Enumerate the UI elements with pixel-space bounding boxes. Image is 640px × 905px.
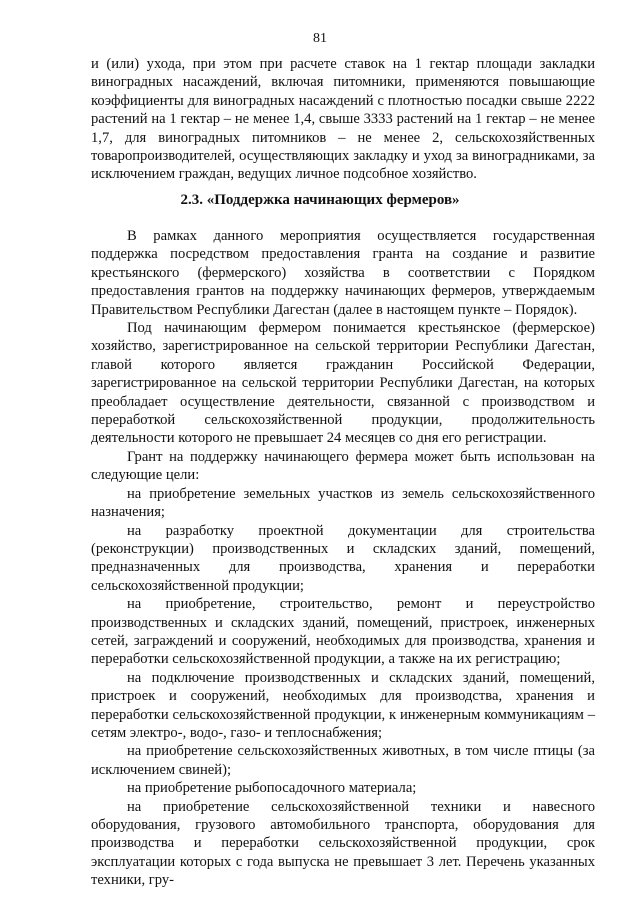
list-item: на приобретение, строительство, ремонт и переустройство производственных и складских зданий, помещений, пристроек, инженерных сетей, заграждений и сооружений, необходимых для производства, хранения и переработки сельскохозяйственной продукции, а также на их регистрацию;	[91, 596, 595, 668]
list-item: на разработку проектной документации для строительства (реконструкции) производственных и складских зданий, помещений, предназначенных для производства, хранения и переработки сельскохозяйственной продукции;	[91, 522, 595, 594]
list-item: на приобретение сельскохозяйственной техники и навесного оборудования, грузового автомобильного транспорта, оборудования для производства и переработки сельскохозяйственной продукции, срок эксплуатации которых с года выпуска не превышает 3 лет. Перечень указанных техники, гру-	[91, 798, 595, 889]
paragraph: В рамках данного мероприятия осуществляется государственная поддержка посредством предоставления гранта на создание и развитие крестьянского (фермерского) хозяйства в соответствии с Порядком предоставления грантов на поддержку начинающих фермеров, утверждаемым Правительством Республики Дагестан (далее в настоящем пункте – Порядок).	[91, 228, 595, 318]
intro-paragraph: и (или) ухода, при этом при расчете ставок на 1 гектар площади закладки виноградных насаждений, включая питомники, применяются повышающие коэффициенты для виноградных насаждений с плотностью посадки свыше 2222 растений на 1 гектар – не менее 1,4, свыше 3333 растений на 1 гектар – не менее 1,7, для виноградных питомников – не менее 2, сельскохозяйственных товаропроизводителей, осуществляющих закладку и уход за виноградниками, за исключением граждан, ведущих личное подсобное хозяйство.	[91, 56, 595, 183]
section-body	[91, 227, 595, 890]
section-heading: 2.3. «Поддержка начинающих фермеров»	[180, 192, 460, 208]
paragraph: Под начинающим фермером понимается крестьянское (фермерское) хозяйство, зарегистрированное на сельской территории Республики Дагестан, главой которого является гражданин Российской Федерации, зарегистрированное на сельской территории Республики Дагестан, на которых преобладает осуществление деятельности, связанной с производством и переработкой сельскохозяйственной продукции, продолжительность деятельности которого не превышает 24 месяцев со дня его регистрации.	[91, 320, 595, 447]
list-item: на приобретение сельскохозяйственных животных, в том числе птицы (за исключением свиней);	[91, 743, 595, 778]
page-number: 81	[313, 31, 327, 46]
list-item: на приобретение рыбопосадочного материала;	[127, 780, 417, 797]
intro-paragraph-block	[91, 55, 595, 184]
paragraph: Грант на поддержку начинающего фермера может быть использован на следующие цели:	[91, 448, 595, 484]
list-item: на приобретение земельных участков из земель сельскохозяйственного назначения;	[91, 485, 595, 521]
list-item: на подключение производственных и складских зданий, помещений, пристроек и сооружений, необходимых для производства, хранения и переработки сельскохозяйственной продукции, к инженерным коммуникациям – сетям электро-, водо-, газо- и теплоснабжения;	[91, 669, 595, 741]
